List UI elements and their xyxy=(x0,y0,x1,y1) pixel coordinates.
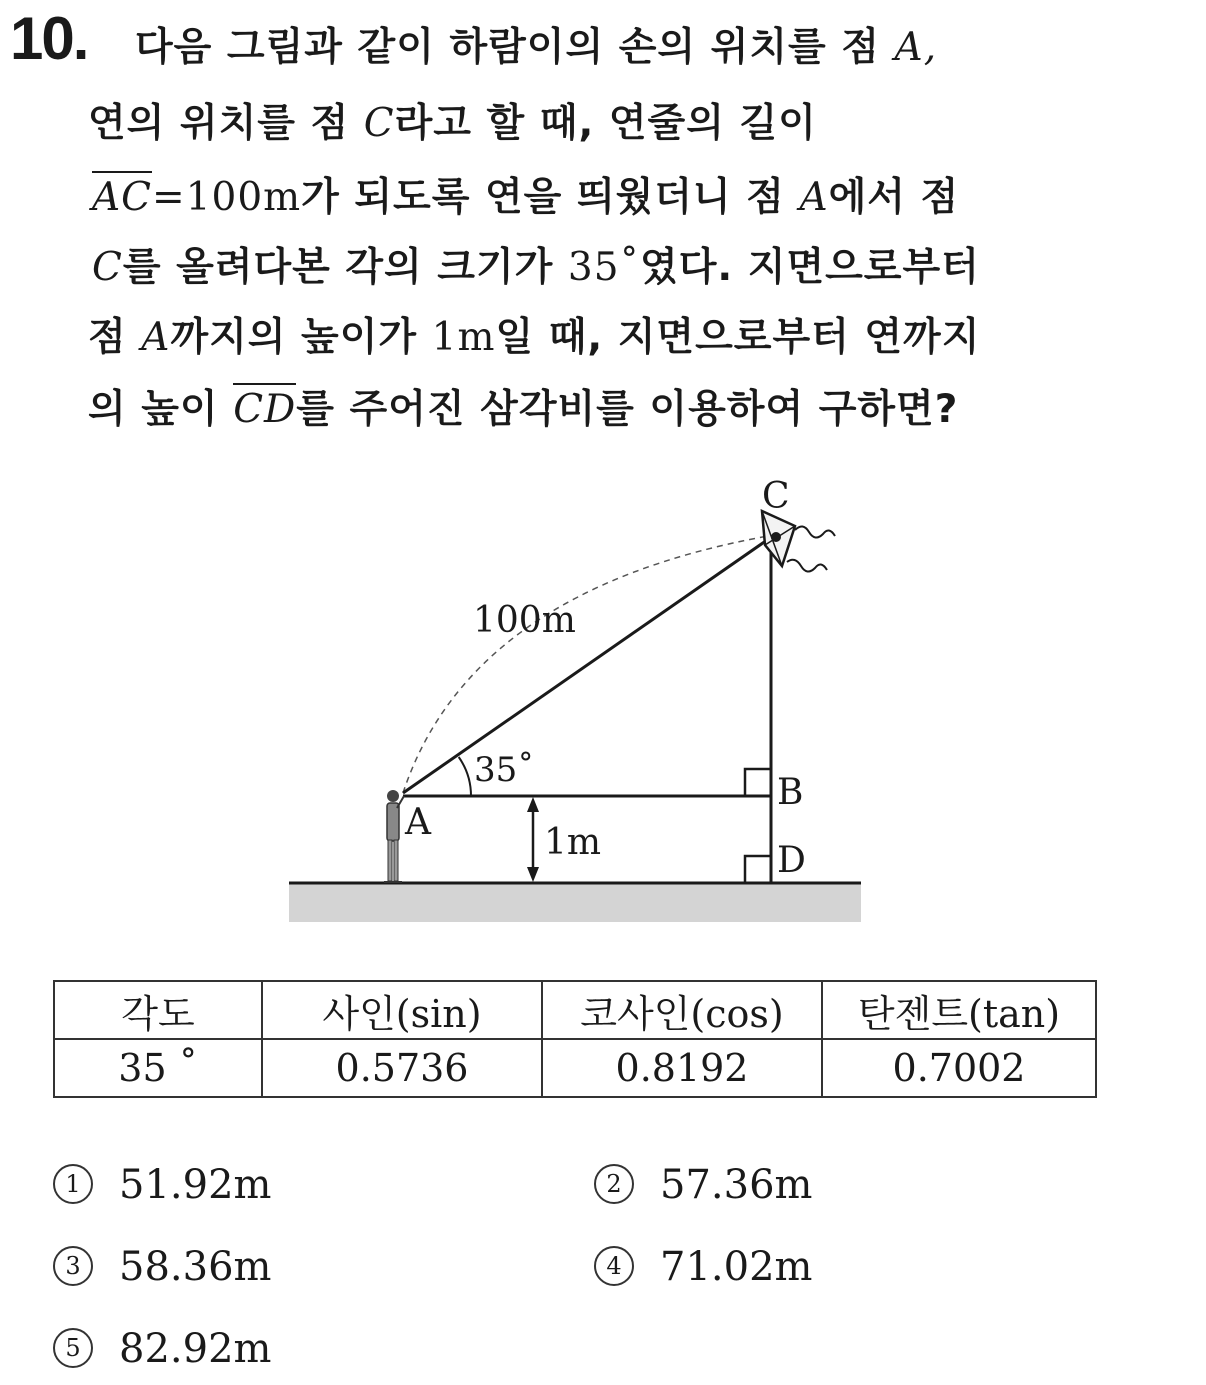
choice-4[interactable] xyxy=(594,1244,812,1290)
height-arrow-head-down xyxy=(527,867,539,882)
choice-1[interactable] xyxy=(53,1162,271,1208)
question-number: 10. xyxy=(10,5,88,72)
question-text: 가 되도록 연을 띄웠더니 점 xyxy=(301,175,785,220)
kite-string-ac xyxy=(403,538,770,793)
segment-cd: CD xyxy=(233,383,296,432)
choice-value: 71.02m xyxy=(660,1244,813,1290)
choice-mark: 4 xyxy=(594,1246,634,1286)
punctuation: , xyxy=(923,25,938,70)
equals-sign: = xyxy=(152,175,186,220)
question-text: 였다. 지면으로부터 xyxy=(640,245,980,290)
angle-value: 35˚ xyxy=(567,245,641,290)
table-row xyxy=(54,1039,1096,1097)
kite-icon xyxy=(762,511,835,572)
table-cell: 0.5736 xyxy=(262,1039,542,1097)
height-arrow-head-up xyxy=(527,797,539,812)
question-text: 까지의 높이가 xyxy=(170,315,418,360)
trig-ratio-table xyxy=(53,980,1097,1098)
choice-mark: 2 xyxy=(594,1164,634,1204)
choice-value: 51.92m xyxy=(119,1162,272,1208)
question-text: 의 높이 xyxy=(88,387,219,432)
label-d: D xyxy=(777,840,806,881)
point-a-ref: A xyxy=(894,25,924,70)
label-a: A xyxy=(405,802,431,843)
label-c: C xyxy=(762,476,790,517)
choice-mark: 1 xyxy=(53,1164,93,1204)
table-header-row xyxy=(54,981,1096,1039)
question-text: 에서 점 xyxy=(828,175,960,220)
question-text: 연의 위치를 점 xyxy=(88,101,350,146)
choice-value: 82.92m xyxy=(119,1326,272,1372)
segment-ac: AC xyxy=(92,171,152,220)
hypotenuse-length-label: 100m xyxy=(473,600,576,641)
point-c-ref: C xyxy=(363,101,395,146)
question-text: 를 올려다본 각의 크기가 xyxy=(122,245,554,290)
point-a-ref: A xyxy=(799,175,829,220)
angle-arc xyxy=(459,757,471,796)
angle-label: 35˚ xyxy=(474,750,535,790)
question-text: 라고 할 때, 연줄의 길이 xyxy=(394,101,817,146)
question-text: 점 xyxy=(88,315,127,360)
table-header-cell: 코사인(cos) xyxy=(542,981,822,1039)
table-header-cell: 각도 xyxy=(54,981,262,1039)
choice-value: 57.36m xyxy=(660,1162,813,1208)
height-value: 1m xyxy=(431,315,496,360)
point-a-ref: A xyxy=(141,315,171,360)
question-text: 를 주어진 삼각비를 이용하여 구하면? xyxy=(296,387,959,432)
table-cell: 35 ˚ xyxy=(54,1039,262,1097)
choice-mark: 3 xyxy=(53,1246,93,1286)
question-text: 다음 그림과 같이 하람이의 손의 위치를 점 xyxy=(135,25,880,70)
table-cell: 0.8192 xyxy=(542,1039,822,1097)
right-angle-mark-d xyxy=(745,856,771,883)
table-header-cell: 탄젠트(tan) xyxy=(822,981,1096,1039)
choice-mark: 5 xyxy=(53,1328,93,1368)
table-cell: 0.7002 xyxy=(822,1039,1096,1097)
point-c-ref: C xyxy=(92,245,123,290)
person-icon xyxy=(384,790,404,882)
choice-3[interactable] xyxy=(53,1244,271,1290)
length-value: 100m xyxy=(185,175,302,220)
ground-band xyxy=(289,884,861,922)
table-header-cell: 사인(sin) xyxy=(262,981,542,1039)
question-text: 일 때, 지면으로부터 연까지 xyxy=(495,315,981,360)
right-angle-mark-b xyxy=(745,769,771,796)
height-label: 1m xyxy=(544,822,602,863)
choice-5[interactable] xyxy=(53,1326,271,1372)
label-b: B xyxy=(777,772,804,813)
choice-value: 58.36m xyxy=(119,1244,272,1290)
choice-2[interactable] xyxy=(594,1162,812,1208)
